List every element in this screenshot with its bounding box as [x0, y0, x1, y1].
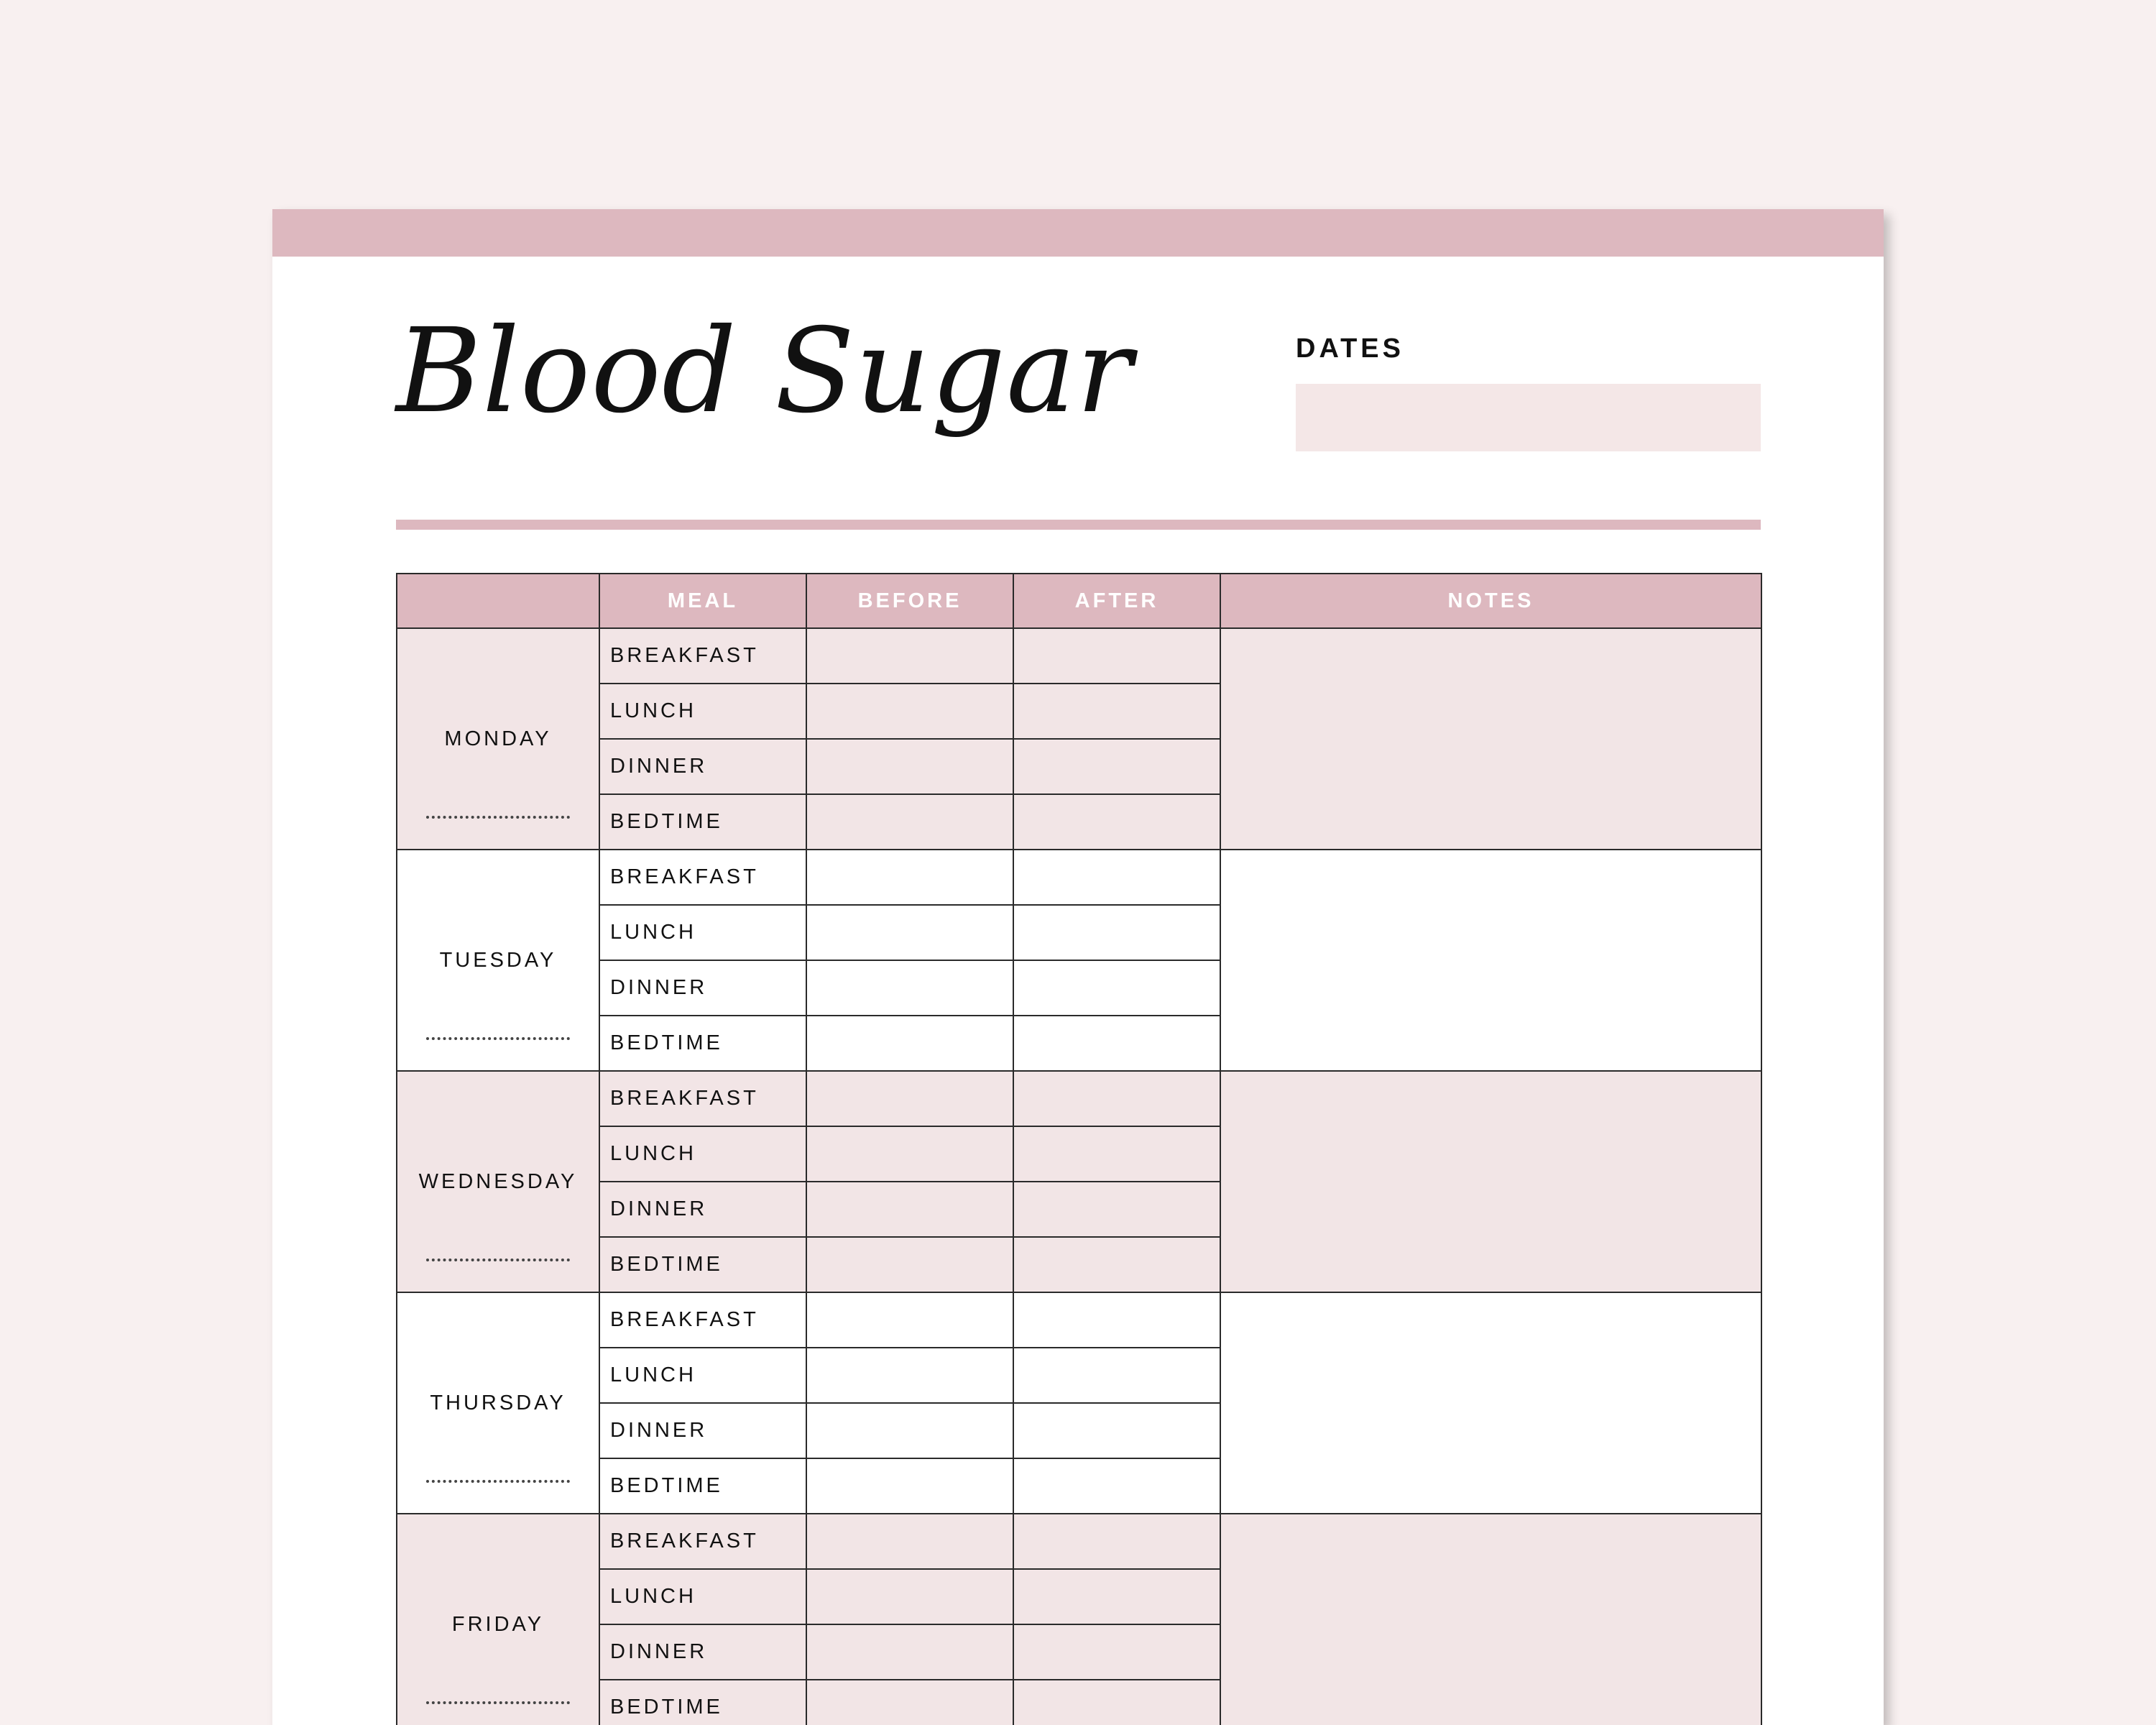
date-write-line[interactable] — [426, 1701, 570, 1704]
before-cell[interactable] — [806, 1514, 1013, 1569]
meal-label: BREAKFAST — [599, 850, 806, 905]
before-cell[interactable] — [806, 850, 1013, 905]
before-cell[interactable] — [806, 684, 1013, 739]
meal-label: DINNER — [599, 1182, 806, 1237]
header-day — [397, 574, 599, 628]
day-name: MONDAY — [444, 727, 552, 750]
before-cell[interactable] — [806, 1237, 1013, 1292]
meal-label: BEDTIME — [599, 1458, 806, 1514]
header-divider — [396, 520, 1761, 530]
after-cell[interactable] — [1013, 1237, 1220, 1292]
after-cell[interactable] — [1013, 628, 1220, 684]
meal-label: LUNCH — [599, 1569, 806, 1624]
meal-label: BEDTIME — [599, 1237, 806, 1292]
after-cell[interactable] — [1013, 1569, 1220, 1624]
notes-cell[interactable] — [1220, 1292, 1761, 1514]
after-cell[interactable] — [1013, 1348, 1220, 1403]
after-cell[interactable] — [1013, 1680, 1220, 1725]
notes-cell[interactable] — [1220, 1514, 1761, 1725]
top-accent-band — [272, 209, 1884, 257]
dates-label: DATES — [1296, 334, 1404, 364]
after-cell[interactable] — [1013, 1624, 1220, 1680]
table-body — [397, 628, 1761, 1725]
table-row — [397, 628, 1761, 684]
after-cell[interactable] — [1013, 1292, 1220, 1348]
table-header-row — [397, 574, 1761, 628]
before-cell[interactable] — [806, 905, 1013, 960]
before-cell[interactable] — [806, 794, 1013, 850]
after-cell[interactable] — [1013, 850, 1220, 905]
after-cell[interactable] — [1013, 1071, 1220, 1126]
after-cell[interactable] — [1013, 960, 1220, 1016]
day-cell-monday — [397, 628, 599, 850]
after-cell[interactable] — [1013, 794, 1220, 850]
before-cell[interactable] — [806, 1569, 1013, 1624]
before-cell[interactable] — [806, 1126, 1013, 1182]
after-cell[interactable] — [1013, 1403, 1220, 1458]
day-name: THURSDAY — [430, 1391, 566, 1414]
meal-label: LUNCH — [599, 684, 806, 739]
date-write-line[interactable] — [426, 1259, 570, 1261]
after-cell[interactable] — [1013, 739, 1220, 794]
meal-label: BREAKFAST — [599, 1292, 806, 1348]
before-cell[interactable] — [806, 1292, 1013, 1348]
date-write-line[interactable] — [426, 816, 570, 819]
meal-label: LUNCH — [599, 1126, 806, 1182]
blood-sugar-log-table — [396, 573, 1762, 1725]
day-name: FRIDAY — [451, 1612, 545, 1636]
after-cell[interactable] — [1013, 1016, 1220, 1071]
date-write-line[interactable] — [426, 1480, 570, 1483]
before-cell[interactable] — [806, 1680, 1013, 1725]
after-cell[interactable] — [1013, 1514, 1220, 1569]
meal-label: LUNCH — [599, 905, 806, 960]
header-notes: NOTES — [1220, 574, 1761, 628]
day-name: WEDNESDAY — [418, 1169, 578, 1193]
meal-label: BREAKFAST — [599, 1071, 806, 1126]
before-cell[interactable] — [806, 739, 1013, 794]
after-cell[interactable] — [1013, 684, 1220, 739]
page-title: Blood Sugar — [396, 304, 1133, 439]
meal-label: BEDTIME — [599, 794, 806, 850]
table-row — [397, 1292, 1761, 1348]
before-cell[interactable] — [806, 1403, 1013, 1458]
table-row — [397, 1514, 1761, 1569]
before-cell[interactable] — [806, 628, 1013, 684]
meal-label: BREAKFAST — [599, 1514, 806, 1569]
notes-cell[interactable] — [1220, 850, 1761, 1071]
header-meal: MEAL — [599, 574, 806, 628]
header-after: AFTER — [1013, 574, 1220, 628]
before-cell[interactable] — [806, 1182, 1013, 1237]
meal-label: BEDTIME — [599, 1680, 806, 1725]
before-cell[interactable] — [806, 1348, 1013, 1403]
after-cell[interactable] — [1013, 1126, 1220, 1182]
meal-label: DINNER — [599, 1403, 806, 1458]
meal-label: DINNER — [599, 1624, 806, 1680]
meal-label: BEDTIME — [599, 1016, 806, 1071]
after-cell[interactable] — [1013, 905, 1220, 960]
dates-field[interactable] — [1296, 384, 1761, 451]
date-write-line[interactable] — [426, 1037, 570, 1040]
table-row — [397, 850, 1761, 905]
notes-cell[interactable] — [1220, 1071, 1761, 1292]
before-cell[interactable] — [806, 1624, 1013, 1680]
meal-label: DINNER — [599, 960, 806, 1016]
day-cell-wednesday — [397, 1071, 599, 1292]
after-cell[interactable] — [1013, 1458, 1220, 1514]
day-cell-tuesday — [397, 850, 599, 1071]
after-cell[interactable] — [1013, 1182, 1220, 1237]
before-cell[interactable] — [806, 960, 1013, 1016]
day-cell-friday — [397, 1514, 599, 1725]
notes-cell[interactable] — [1220, 628, 1761, 850]
planner-page — [272, 209, 1884, 1725]
meal-label: LUNCH — [599, 1348, 806, 1403]
meal-label: DINNER — [599, 739, 806, 794]
before-cell[interactable] — [806, 1071, 1013, 1126]
before-cell[interactable] — [806, 1016, 1013, 1071]
table-row — [397, 1071, 1761, 1126]
header-before: BEFORE — [806, 574, 1013, 628]
day-name: TUESDAY — [439, 948, 557, 972]
day-cell-thursday — [397, 1292, 599, 1514]
before-cell[interactable] — [806, 1458, 1013, 1514]
meal-label: BREAKFAST — [599, 628, 806, 684]
